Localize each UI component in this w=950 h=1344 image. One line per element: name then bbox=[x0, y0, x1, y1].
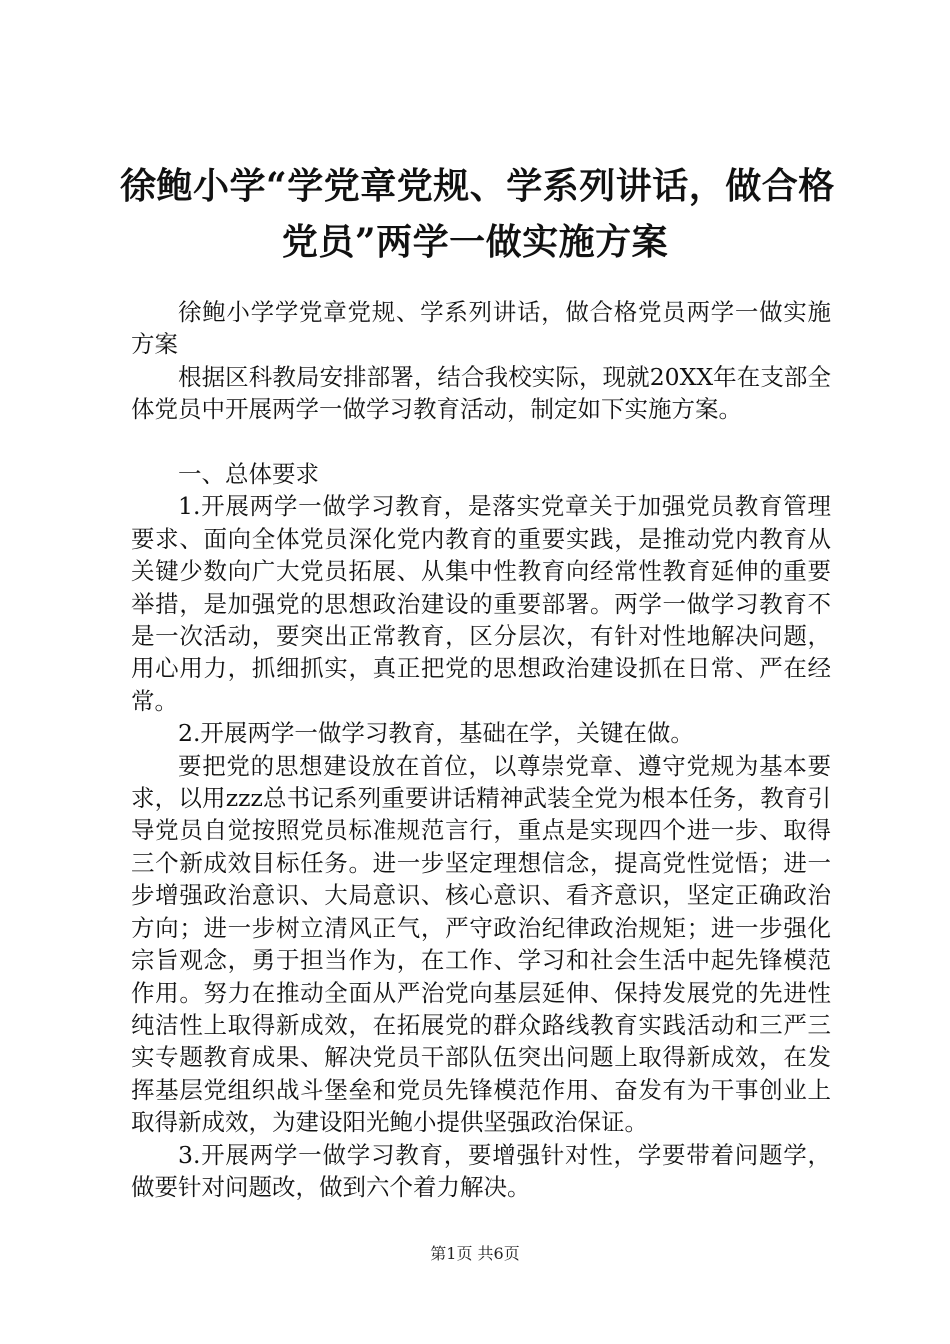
title-line-2: 党员”两学一做实施方案 bbox=[281, 221, 669, 263]
paragraph-subtitle: 徐鲍小学学党章党规、学系列讲话，做合格党员两学一做实施方案 bbox=[131, 298, 831, 359]
paragraph-item-3: 3.开展两学一做学习教育，要增强针对性，学要带着问题学，做要针对问题改，做到六个着力解决。 bbox=[131, 1140, 831, 1201]
paragraph-intro: 根据区科教局安排部署，结合我校实际，现就20XX年在支部全体党员中开展两学一做学习教育活动，制定如下实施方案。 bbox=[131, 362, 831, 424]
page-number: 第1页 共6页 bbox=[430, 1244, 520, 1263]
paragraph-spacer bbox=[131, 426, 831, 458]
section-heading: 一、总体要求 bbox=[178, 460, 319, 489]
paragraph-item-2: 2.开展两学一做学习教育，基础在学，关键在做。 bbox=[178, 719, 694, 748]
paragraph-item-1: 1.开展两学一做学习教育，是落实党章关于加强党员教育管理要求、面向全体党员深化党内教育的重要实践，是推动党内教育从关键少数向广大党员拓展、从集中性教育向经常性教育延伸的重要举措，是加强党的思想政治建设的重要部署。两学一做学习教育不是一次活动，要突出正常教育，区分层次，有针对性地解决问题，用心用力，抓细抓实，真正把党的思想政治建设抓在日常、严在经常。 bbox=[131, 492, 831, 715]
document-title bbox=[120, 158, 835, 270]
paragraph-item-2-detail: 要把党的思想建设放在首位，以尊崇党章、遵守党规为基本要求，以用zzz总书记系列重要讲话精神武装全党为根本任务，教育引导党员自觉按照党员标准规范言行，重点是实现四个进一步、取得三个新成效目标任务。进一步坚定理想信念，提高党性觉悟；进一步增强政治意识、大局意识、核心意识、看齐意识，坚定正确政治方向；进一步树立清风正气，严守政治纪律政治规矩；进一步强化宗旨观念，勇于担当作为，在工作、学习和社会生活中起先锋模范作用。努力在推动全面从严治党向基层延伸、保持发展党的先进性纯洁性上取得新成效，在拓展党的群众路线教育实践活动和三严三实专题教育成果、解决党员干部队伍突出问题上取得新成效，在发挥基层党组织战斗堡垒和党员先锋模范作用、奋发有为干事创业上取得新成效，为建设阳光鲍小提供坚强政治保证。 bbox=[131, 751, 831, 1137]
document-body bbox=[131, 296, 831, 1203]
title-line-1: 徐鲍小学“学党章党规、学系列讲话，做合格 bbox=[120, 165, 835, 207]
